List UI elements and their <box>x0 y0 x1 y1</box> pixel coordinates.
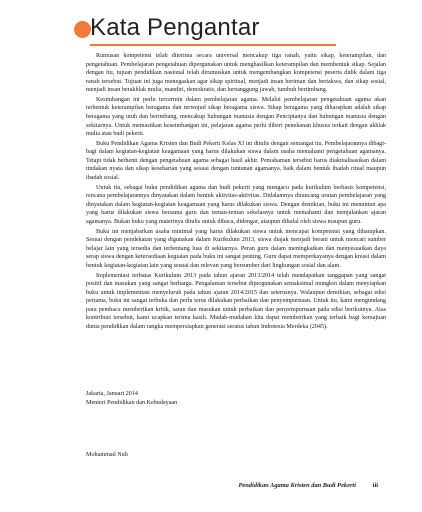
signer-position: Menteri Pendidikan dan Kebudayaan <box>86 399 178 406</box>
title-underline <box>90 44 336 46</box>
place-date: Jakarta, Januari 2014 <box>86 391 139 397</box>
page-footer <box>0 474 422 494</box>
paragraph: Buku ini menjabarkan usaha minimal yang harus dilakukan siswa untuk mencapai kompetensi yang diharapkan. Sesuai dengan pendekatan yang digunakan dalam Kurikulum 2013, siswa diajak menjadi berani untuk mencari sumber belajar lain yang tersedia dan terbentang luas di sekitarnya. Peran guru dalam meningkatkan dan menyesuaikan daya serap siswa dengan ketersediaan kegiatan pada buku ini sangat penting. Guru dapat memperkayanya dengan kreasi dalam bentuk kegiatan-kegiatan lain yang sesuai dan relevan yang bersumber dari lingkungan sosial dan alam. <box>86 228 386 269</box>
paragraph: Kesimbangan ini perlu tercermin dalam pembelajaran agama. Melalui pembelajaran pengetahuan agama akan terbentuk keterampilan beragama dan terwujud sikap beragama siswa. Sikap beragama yang diharapkan adalah sikap beragama yang utuh dan berimbang, mencakup hubungan manusia dengan Penciptanya dan hubungan manusia dengan sekitarnya. Untuk memastikan keseimbangan ini, pelajaran agama perlu diberi penekanan khusus terkait dengan akhlak mulia atau budi pekerti. <box>86 96 386 138</box>
page-header <box>0 8 422 46</box>
signer-name: Mohammad Nuh <box>86 452 128 458</box>
body-text <box>86 52 386 333</box>
paragraph: Rumusan kompetensi telah diterima secara universal mencakup tiga ranah, yaitu sikap, keterampilan, dan pengetahuan. Pembelajaran pengetahuan dipergunakan untuk menghasilkan keterampilan dan membentuk sikap. Sejalan dengan itu, tujuan pendidikan nasional telah dirumuskan untuk mengembangkan kompetensi peserta didik dalam tiga ranah tersebut. Tujuan ini juga menegaskan agar sikap spiritual, menjadi insan beriman dan bertakwa, dan sikap sosial, menjadi insan berakhlak mulia, mandiri, demokratis, dan bertanggung jawab, tumbuh bertimbang. <box>86 53 386 94</box>
paragraph: Untuk itu, sebagai buku pendidikan agama dan budi pekerti yang mengacu pada kurikulum berbasis kompetensi, rencana pembelajarannya dinyatakan dalam bentuk aktivitas-aktivitas. Didalamnya dirancang urutan pembelajaran yang dinyatakan dalam kegiatan-kegiatan keagamaan yang harus dilakukan siswa. Dengan demikian, buku ini menuntun apa yang harus dilakukan siswa bersama guru dan teman-teman sekelasnya untuk memahami dan menjalankan ajaran agamanya. Bukan buku yang materinya ditulis untuk dibaca, didengar, ataupun dihafal oleh siswa maupun guru. <box>86 184 386 225</box>
closing-block <box>86 390 386 407</box>
page-number: iii <box>372 482 378 489</box>
paragraph: Buku Pendidikan Agama Kristen dan Budi Pekerti Kelas XI ini ditulis dengan semangat itu. Pembelajarannya dibagi-bagi dalam kegiatan-kegiatan keagamaan yang harus dilakukan siswa dalam usaha memahami pengetahuan agamanya. Tetapi tidak berhenti dengan pengetahuan agama sebagai hasil akhir. Pemahaman tersebut harus diaktualisasikan dalam tindakan nyata dan sikap keseharian yang sesuai dengan tuntunan agamanya, baik dalam bentuk ibadah ritual maupun ibadah sosial. <box>86 140 386 182</box>
page-title: Kata Pengantar <box>90 14 260 41</box>
paragraph: Implementasi terbatas Kurikulum 2013 pada tahun ajaran 2013/2014 telah mendapatkan tanggapan yang sangat positif dan masukan yang sangat berharga. Pengalaman tersebut dipergunakan semaksimal mungkin dalam menyiapkan buku untuk implementasi menyeluruh pada tahun ajaran 2014/2015 dan seterusnya. Walaupun demikian, sebagai edisi pertama, buku ini sangat terbuka dan perlu terus dilakukan perbaikan dan penyempurnaan. Untuk itu, kami mengundang para pembaca memberikan kritik, saran dan masukan untuk perbaikan dan penyempurnaan pada edisi berikutnya. Atas kontribusi tersebut, kami ucapkan terima kasih. Mudah-mudahan kita dapat memberikan yang terbaik bagi kemajuan dunia pendidikan dalam rangka mempersiapkan generasi seratus tahun Indonesia Merdeka (2045). <box>86 272 386 330</box>
title-bullet-icon <box>74 21 91 38</box>
footer-book-title: Pendidikan Agama Kristen dan Budi Pekerti <box>238 482 356 489</box>
